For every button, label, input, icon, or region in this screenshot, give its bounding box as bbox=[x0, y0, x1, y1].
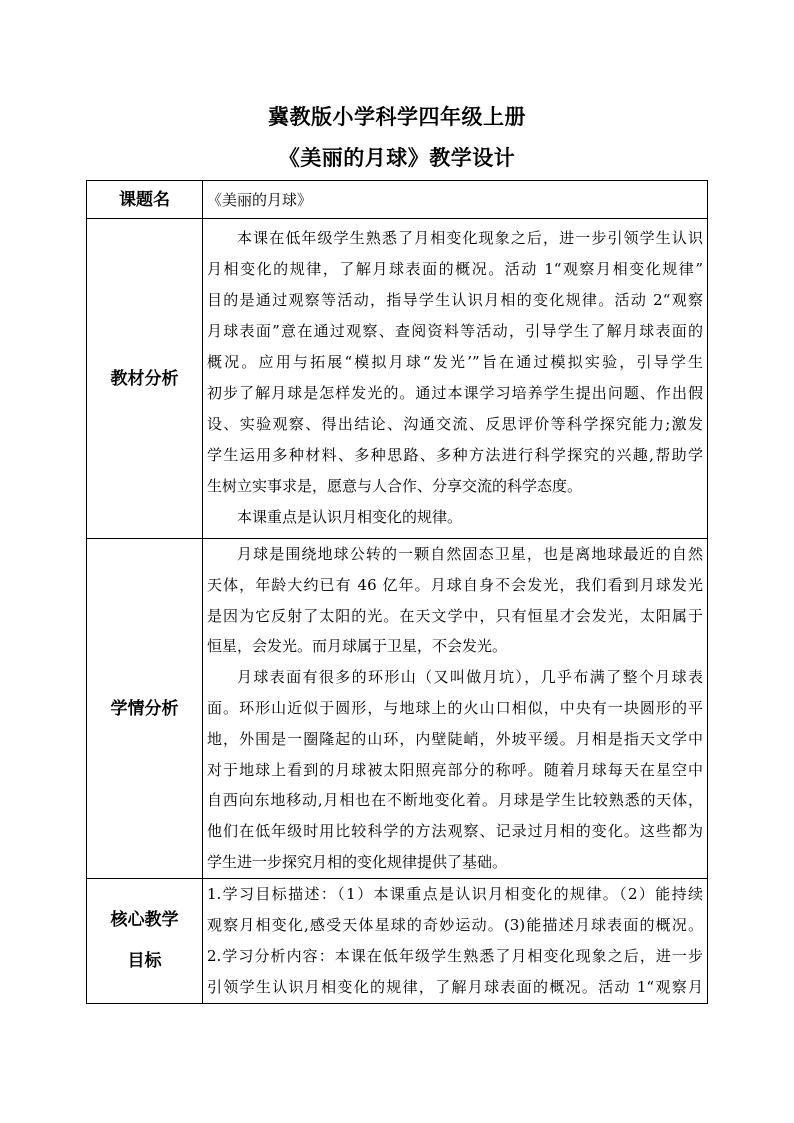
content-line: 月球表面”意在通过观察、查阅资料等活动，引导学生了解月球表面的 bbox=[207, 322, 703, 340]
content-line: 2.学习分析内容：本课在低年级学生熟悉了月相变化现象之后，进一步 bbox=[207, 947, 703, 965]
row-label-text: 课题名 bbox=[119, 189, 170, 210]
row-label-text: 核心教学 bbox=[110, 910, 179, 930]
content-line: 学生进一步探究月相的变化规律提供了基础。 bbox=[207, 852, 508, 871]
content-line: 1.学习目标描述：（1）本课重点是认识月相变化的规律。（2）能持续 bbox=[207, 885, 703, 903]
lesson-plan-table bbox=[86, 180, 708, 1004]
content-line: 设、实验观察、得出结论、沟通交流、反思评价等科学探究能力;激发 bbox=[207, 415, 703, 433]
content-line: 月球表面有很多的环形山（又叫做月坑），几乎布满了整个月球表 bbox=[237, 668, 703, 687]
document-subtitle: 《美丽的月球》教学设计 bbox=[278, 145, 516, 170]
row-label-text: 学情分析 bbox=[110, 698, 179, 719]
content-line: 学生运用多种材料、多种思路、多种方法进行科学探究的兴趣,帮助学 bbox=[207, 446, 703, 464]
content-line: 观察月相变化,感受天体星球的奇妙运动。(3)能描述月球表面的概况。 bbox=[207, 916, 703, 934]
content-line: 自西向东地移动,月相也在不断地变化着。月球是学生比较熟悉的天体， bbox=[207, 791, 703, 810]
content-line: 本课在低年级学生熟悉了月相变化现象之后，进一步引领学生认识 bbox=[237, 229, 703, 247]
content-line: 是因为它反射了太阳的光。在天文学中，只有恒星才会发光，太阳属于 bbox=[207, 606, 703, 625]
row-label-learner-analysis bbox=[87, 539, 203, 878]
row-label-core-objectives bbox=[87, 879, 203, 1003]
content-line: 地，外围是一圈隆起的山环，内壁陡峭，外坡平缓。月相是指天文学中 bbox=[207, 729, 703, 748]
content-line: 引领学生认识月相变化的规律，了解月球表面的概况。活动 1“观察月 bbox=[207, 978, 703, 996]
row-label-topic bbox=[87, 181, 203, 218]
content-line: 天体，年龄大约已有 46 亿年。月球自身不会发光，我们看到月球发光 bbox=[207, 575, 703, 594]
table-row-core-objectives bbox=[87, 879, 707, 1003]
content-line: 生树立实事求是，愿意与人合作、分享交流的科学态度。 bbox=[207, 477, 583, 495]
content-line: 他们在低年级时用比较科学的方法观察、记录过月相的变化。这些都为 bbox=[207, 822, 703, 841]
content-line: 对于地球上看到的月球被太阳照亮部分的称呼。随着月球每天在星空中 bbox=[207, 760, 703, 779]
content-line: 恒星，会发光。而月球属于卫星，不会发光。 bbox=[207, 637, 508, 656]
row-label-material-analysis bbox=[87, 219, 203, 538]
content-line: 概况。应用与拓展“模拟月球“发光’”旨在通过模拟实验，引导学生 bbox=[207, 353, 703, 371]
row-content-topic bbox=[203, 181, 707, 218]
row-content-learner-analysis bbox=[203, 539, 707, 878]
table-row-learner-analysis bbox=[87, 539, 707, 879]
table-row-topic bbox=[87, 181, 707, 219]
content-line: 月球是围绕地球公转的一颗自然固态卫星，也是离地球最近的自然 bbox=[237, 545, 703, 563]
content-line: 目的是通过观察等活动，指导学生认识月相的变化规律。活动 2“观察 bbox=[207, 291, 703, 309]
row-label-text: 教材分析 bbox=[110, 368, 179, 389]
content-line: 初步了解月球是怎样发光的。通过本课学习培养学生提出问题、作出假 bbox=[207, 384, 703, 402]
content-line: 面。环形山近似于圆形，与地球上的火山口相似，中央有一块圆形的平 bbox=[207, 698, 703, 717]
table-row-material-analysis bbox=[87, 219, 707, 539]
row-content-core-objectives bbox=[203, 879, 707, 1003]
document-title: 冀教版小学科学四年级上册 bbox=[268, 104, 526, 129]
content-line: 月相变化的规律，了解月球表面的概况。活动 1“观察月相变化规律” bbox=[207, 260, 703, 278]
content-line: 本课重点是认识月相变化的规律。 bbox=[237, 508, 463, 526]
topic-value: 《美丽的月球》 bbox=[207, 191, 313, 209]
row-content-material-analysis bbox=[203, 219, 707, 538]
row-label-text: 目标 bbox=[127, 951, 162, 971]
